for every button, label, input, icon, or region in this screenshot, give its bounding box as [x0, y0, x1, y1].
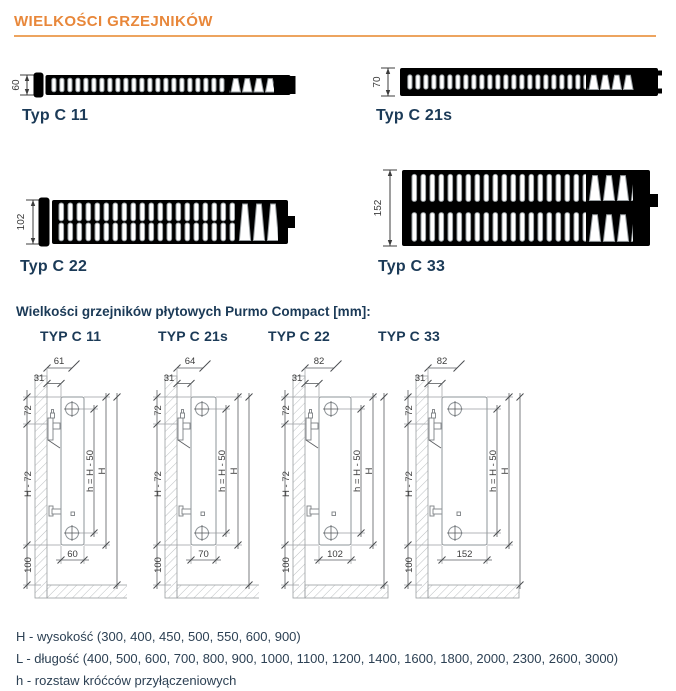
wall-bracket	[429, 410, 441, 449]
column-header-typ-c33: TYP C 33	[378, 328, 441, 344]
dim-70-label: 70	[372, 76, 383, 88]
dim-bottom-clearance: 100	[404, 557, 415, 573]
page-title: WIELKOŚCI GRZEJNIKÓW	[14, 13, 213, 30]
dim-pipe-spacing: h = H - 50	[85, 450, 96, 492]
dim-pipe-spacing: h = H - 50	[488, 450, 499, 492]
dim-middle: H - 72	[23, 471, 34, 497]
bottom-valve	[430, 506, 442, 516]
wall-bracket	[306, 410, 318, 449]
dim-depth: 70	[198, 549, 209, 560]
radiator-body-c33	[402, 170, 660, 246]
bottom-valve	[179, 506, 191, 516]
cross-section-c22	[10, 192, 310, 254]
height-dimension-c33	[373, 170, 397, 246]
dim-depth: 60	[67, 549, 78, 560]
dim-152-label: 152	[373, 199, 384, 217]
label-typ-c11: Typ C 11	[22, 107, 89, 124]
radiator-side	[319, 397, 351, 545]
bottom-valve	[307, 506, 319, 516]
dim-height: H	[229, 467, 240, 475]
column-header-typ-c11: TYP C 11	[40, 328, 102, 344]
dim-60-label: 60	[11, 79, 22, 91]
header-rule	[14, 35, 656, 37]
label-typ-c22: Typ C 22	[20, 258, 88, 275]
dim-pipe-spacing: h = H - 50	[352, 450, 363, 492]
dim-bottom-clearance: 100	[281, 557, 292, 573]
dim-wall-offset: 31	[414, 373, 426, 384]
dim-middle: H - 72	[281, 471, 292, 497]
mount-diagram-c11	[21, 352, 127, 604]
legend-height: H - wysokość (300, 400, 450, 500, 550, 600, 900)	[16, 629, 301, 644]
wall-bracket	[48, 410, 60, 449]
column-header-typ-c21s: TYP C 21s	[158, 328, 229, 344]
dim-wall-offset: 31	[163, 373, 175, 384]
cross-section-c11	[10, 60, 304, 112]
dim-height: H	[364, 467, 375, 475]
legend-pipe-spacing: h - rozstaw króćców przyłączeniowych	[16, 673, 237, 688]
bottom-valve	[49, 506, 61, 516]
dim-wall-offset: 31	[33, 373, 45, 384]
dim-pipe-spacing: h = H - 50	[217, 450, 228, 492]
radiator-side	[61, 397, 84, 545]
dim-102-label: 102	[16, 213, 27, 231]
section-title: Wielkości grzejników płytowych Purmo Compact [mm]:	[16, 304, 371, 319]
height-dimension-c22	[16, 200, 40, 244]
dim-depth: 152	[456, 549, 473, 560]
dim-top: 72	[23, 405, 34, 416]
dim-depth-total: 82	[313, 356, 325, 367]
dim-middle: H - 72	[404, 471, 415, 497]
dim-depth-total: 64	[184, 356, 196, 367]
column-header-typ-c22: TYP C 22	[268, 328, 331, 344]
radiator-body-c21s	[400, 68, 662, 96]
radiator-body-c22	[39, 198, 299, 249]
legend-length: L - długość (400, 500, 600, 700, 800, 900, 1000, 1100, 1200, 1400, 1600, 1800, 2000, 2300, 2600, 3000)	[16, 651, 619, 666]
cross-section-c33	[368, 164, 674, 258]
dim-top: 72	[404, 405, 415, 416]
dim-height: H	[97, 467, 108, 475]
dim-top: 72	[153, 405, 164, 416]
height-dimension-c11	[11, 75, 34, 95]
dim-bottom-clearance: 100	[153, 557, 164, 573]
mount-diagram-c33	[402, 352, 542, 604]
mount-diagram-c21s	[151, 352, 259, 604]
height-dimension-c21s	[372, 68, 395, 96]
dim-wall-offset: 31	[291, 373, 303, 384]
radiator-side	[191, 397, 216, 545]
dim-middle: H - 72	[153, 471, 164, 497]
label-typ-c21s: Typ C 21s	[376, 107, 453, 124]
wall-bracket	[178, 410, 190, 449]
label-typ-c33: Typ C 33	[378, 258, 446, 275]
mount-diagram-c22	[279, 352, 393, 604]
dim-depth-total: 61	[53, 356, 65, 367]
dim-top: 72	[281, 405, 292, 416]
radiator-body-c11	[34, 73, 301, 100]
dim-depth-total: 82	[436, 356, 448, 367]
dim-bottom-clearance: 100	[23, 557, 34, 573]
dim-height: H	[500, 467, 511, 475]
cross-section-c21s	[368, 50, 674, 108]
dim-depth: 102	[327, 549, 343, 560]
radiator-side	[442, 397, 487, 545]
